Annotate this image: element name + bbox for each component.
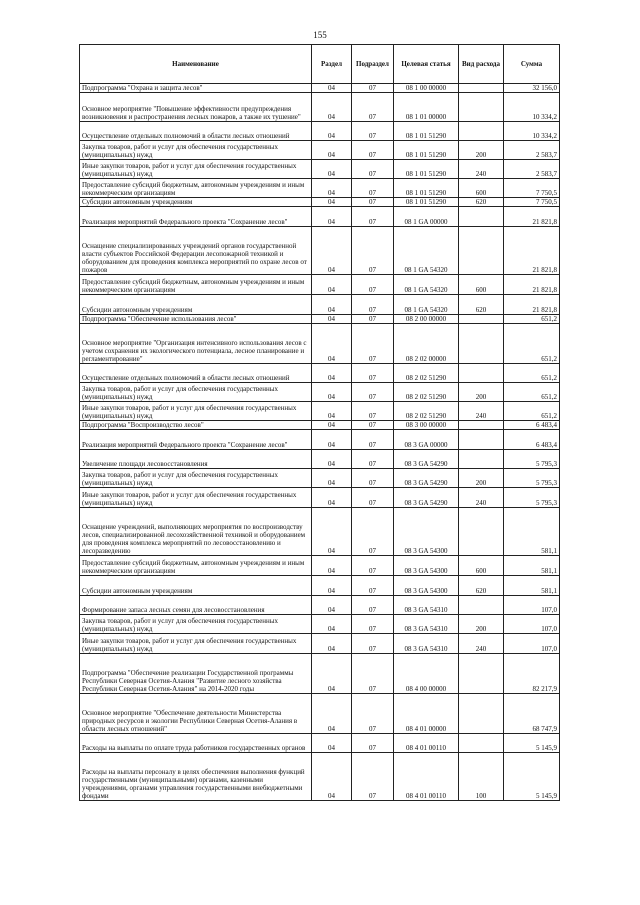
table-row [80,227,560,275]
table-row [80,84,560,93]
row-target-code: 08 1 00 00000 [394,84,459,93]
row-section: 04 [312,198,352,207]
row-target-code: 08 4 01 00110 [394,753,459,801]
row-name: Увеличение площади лесовосстановления [80,450,312,469]
row-sum: 651,2 [504,315,560,324]
header-section: Раздел [312,45,352,84]
row-expense-type [459,734,504,753]
row-expense-type [459,508,504,556]
row-sum: 6 483,4 [504,430,560,450]
header-target: Целевая статья [394,45,459,84]
row-target-code: 08 1 GA 54320 [394,227,459,275]
row-name: Закупка товаров, работ и услуг для обеспечения государственных (муниципальных) нужд [80,383,312,402]
row-name: Основное мероприятие "Организация интенсивного использования лесов с учетом сохранения их экологического потенциала, лесное планирование и регламентирование" [80,324,312,364]
row-sum: 651,2 [504,402,560,421]
row-target-code: 08 3 GA 54290 [394,488,459,508]
row-name: Оснащение учреждений, выполняющих мероприятия по воспроизводству лесов, специализированной лесохозяйственной техникой и оборудованием для проведения комплекса мероприятий по лесовосстановлению и лесоразведению [80,508,312,556]
row-target-code: 08 1 GA 54320 [394,275,459,295]
table-row [80,556,560,576]
table-row [80,402,560,421]
row-expense-type [459,694,504,734]
row-name: Закупка товаров, работ и услуг для обеспечения государственных (муниципальных) нужд [80,141,312,160]
table-row [80,324,560,364]
row-name: Формирование запаса лесных семян для лесовосстановления [80,596,312,615]
row-sum: 6 483,4 [504,421,560,430]
row-name: Осуществление отдельных полномочий в области лесных отношений [80,122,312,141]
row-target-code: 08 2 02 00000 [394,324,459,364]
row-expense-type: 200 [459,383,504,402]
row-section: 04 [312,402,352,421]
table-row [80,734,560,753]
row-target-code: 08 4 01 00110 [394,734,459,753]
row-expense-type [459,654,504,694]
row-expense-type [459,324,504,364]
row-name: Подпрограмма "Обеспечение реализации Государственной программы Республики Северная Осетия-Алания "Развитие лесного хозяйства Республики Северная Осетия-Алания" на 2014-2020 годы [80,654,312,694]
row-subsection: 07 [352,615,394,634]
row-section: 04 [312,179,352,198]
row-name: Субсидии автономным учреждениям [80,295,312,315]
row-section: 04 [312,227,352,275]
row-expense-type: 200 [459,615,504,634]
row-sum: 581,1 [504,556,560,576]
row-target-code: 08 1 01 51290 [394,141,459,160]
row-target-code: 08 3 GA 54300 [394,556,459,576]
row-expense-type: 240 [459,488,504,508]
row-section: 04 [312,275,352,295]
row-sum: 21 821,8 [504,227,560,275]
table-row [80,421,560,430]
row-expense-type [459,227,504,275]
table-row [80,694,560,734]
row-subsection: 07 [352,122,394,141]
table-row [80,315,560,324]
row-sum: 107,0 [504,596,560,615]
row-expense-type: 240 [459,402,504,421]
row-expense-type: 200 [459,141,504,160]
row-sum: 107,0 [504,615,560,634]
row-expense-type: 240 [459,634,504,654]
row-name: Осуществление отдельных полномочий в области лесных отношений [80,364,312,383]
table-row [80,488,560,508]
table-row [80,508,560,556]
row-section: 04 [312,93,352,122]
row-expense-type: 600 [459,556,504,576]
row-subsection: 07 [352,469,394,488]
table-row [80,207,560,227]
row-subsection: 07 [352,576,394,596]
row-sum: 7 750,5 [504,198,560,207]
row-sum: 2 583,7 [504,160,560,179]
table-row [80,93,560,122]
row-target-code: 08 3 GA 54310 [394,615,459,634]
row-subsection: 07 [352,315,394,324]
row-subsection: 07 [352,227,394,275]
row-name: Предоставление субсидий бюджетным, автономным учреждениям и иным некоммерческим организациям [80,556,312,576]
row-name: Расходы на выплаты по оплате труда работников государственных органов [80,734,312,753]
row-subsection: 07 [352,634,394,654]
row-subsection: 07 [352,93,394,122]
row-section: 04 [312,615,352,634]
row-target-code: 08 3 GA 54300 [394,508,459,556]
row-target-code: 08 3 00 00000 [394,421,459,430]
row-expense-type: 600 [459,179,504,198]
row-section: 04 [312,295,352,315]
row-name: Предоставление субсидий бюджетным, автономным учреждениям и иным некоммерческим организациям [80,275,312,295]
table-header-row [80,45,560,84]
row-section: 04 [312,84,352,93]
row-name: Субсидии автономным учреждениям [80,576,312,596]
row-subsection: 07 [352,694,394,734]
row-name: Иные закупки товаров, работ и услуг для обеспечения государственных (муниципальных) нужд [80,160,312,179]
row-subsection: 07 [352,556,394,576]
table-body [80,84,560,801]
row-subsection: 07 [352,596,394,615]
row-subsection: 07 [352,508,394,556]
row-name: Основное мероприятие "Повышение эффективности предупреждения возникновения и распространения лесных пожаров, а также их тушение" [80,93,312,122]
row-sum: 5 145,9 [504,753,560,801]
row-subsection: 07 [352,488,394,508]
row-section: 04 [312,315,352,324]
row-target-code: 08 1 01 00000 [394,93,459,122]
row-subsection: 07 [352,84,394,93]
row-sum: 5 795,3 [504,450,560,469]
row-target-code: 08 1 01 51290 [394,160,459,179]
row-expense-type: 620 [459,576,504,596]
row-section: 04 [312,364,352,383]
row-name: Подпрограмма "Воспроизводство лесов" [80,421,312,430]
row-expense-type: 620 [459,295,504,315]
row-subsection: 07 [352,753,394,801]
row-name: Иные закупки товаров, работ и услуг для обеспечения государственных (муниципальных) нужд [80,488,312,508]
row-section: 04 [312,207,352,227]
row-name: Оснащение специализированных учреждений органов государственной власти субъектов Российской Федерации лесопожарной техникой и оборудованием для проведения комплекса мероприятий по охране лесов от пожаров [80,227,312,275]
row-target-code: 08 1 GA 54320 [394,295,459,315]
header-name: Наименование [80,45,312,84]
row-expense-type: 240 [459,160,504,179]
row-section: 04 [312,430,352,450]
row-name: Закупка товаров, работ и услуг для обеспечения государственных (муниципальных) нужд [80,469,312,488]
row-sum: 21 821,8 [504,275,560,295]
row-subsection: 07 [352,430,394,450]
row-section: 04 [312,694,352,734]
row-section: 04 [312,634,352,654]
header-expense-type: Вид расхода [459,45,504,84]
row-name: Реализация мероприятий Федерального проекта "Сохранение лесов" [80,430,312,450]
row-subsection: 07 [352,383,394,402]
table-row [80,275,560,295]
table-row [80,198,560,207]
row-target-code: 08 4 00 00000 [394,654,459,694]
row-target-code: 08 1 01 51290 [394,179,459,198]
row-sum: 82 217,9 [504,654,560,694]
row-name: Расходы на выплаты персоналу в целях обеспечения выполнения функций государственными (муниципальными) органами, казенными учреждениями, органами управления государственными внебюджетными фондами [80,753,312,801]
row-name: Субсидии автономным учреждениям [80,198,312,207]
row-section: 04 [312,122,352,141]
table-row [80,141,560,160]
row-expense-type: 100 [459,753,504,801]
row-expense-type: 620 [459,198,504,207]
table-row [80,122,560,141]
header-subsection: Подраздел [352,45,394,84]
row-section: 04 [312,734,352,753]
table-row [80,615,560,634]
row-target-code: 08 2 00 00000 [394,315,459,324]
table-row [80,450,560,469]
row-section: 04 [312,556,352,576]
row-sum: 651,2 [504,383,560,402]
row-name: Реализация мероприятий Федерального проекта "Сохранение лесов" [80,207,312,227]
row-target-code: 08 3 GA 54290 [394,450,459,469]
row-sum: 10 334,2 [504,93,560,122]
row-expense-type [459,450,504,469]
row-section: 04 [312,383,352,402]
row-subsection: 07 [352,450,394,469]
table-row [80,596,560,615]
table-row [80,364,560,383]
row-expense-type [459,421,504,430]
row-subsection: 07 [352,421,394,430]
row-expense-type: 600 [459,275,504,295]
table-row [80,634,560,654]
row-expense-type [459,84,504,93]
row-sum: 2 583,7 [504,141,560,160]
row-expense-type [459,364,504,383]
table-row [80,654,560,694]
table-row [80,179,560,198]
row-name: Подпрограмма "Охрана и защита лесов" [80,84,312,93]
row-target-code: 08 3 GA 54310 [394,596,459,615]
row-subsection: 07 [352,160,394,179]
row-section: 04 [312,488,352,508]
row-subsection: 07 [352,734,394,753]
row-subsection: 07 [352,654,394,694]
table-row [80,295,560,315]
row-name: Закупка товаров, работ и услуг для обеспечения государственных (муниципальных) нужд [80,615,312,634]
row-sum: 581,1 [504,576,560,596]
row-target-code: 08 1 01 51290 [394,122,459,141]
row-section: 04 [312,421,352,430]
row-subsection: 07 [352,402,394,421]
row-sum: 651,2 [504,324,560,364]
row-subsection: 07 [352,198,394,207]
table-row [80,430,560,450]
row-sum: 5 795,3 [504,488,560,508]
table-row [80,383,560,402]
row-target-code: 08 4 01 00000 [394,694,459,734]
row-subsection: 07 [352,207,394,227]
row-name: Предоставление субсидий бюджетным, автономным учреждениям и иным некоммерческим организациям [80,179,312,198]
row-name: Основное мероприятие "Обеспечение деятельности Министерства природных ресурсов и экологии Республики Северная Осетия-Алания в области лесных отношений" [80,694,312,734]
row-section: 04 [312,596,352,615]
header-sum: Сумма [504,45,560,84]
row-subsection: 07 [352,275,394,295]
row-section: 04 [312,508,352,556]
row-sum: 581,1 [504,508,560,556]
row-name: Подпрограмма "Обеспечение использования лесов" [80,315,312,324]
row-target-code: 08 1 01 51290 [394,198,459,207]
row-sum: 21 821,8 [504,207,560,227]
row-target-code: 08 3 GA 54310 [394,634,459,654]
table-row [80,753,560,801]
table-row [80,576,560,596]
row-sum: 21 821,8 [504,295,560,315]
row-name: Иные закупки товаров, работ и услуг для обеспечения государственных (муниципальных) нужд [80,634,312,654]
row-target-code: 08 2 02 51290 [394,383,459,402]
row-name: Иные закупки товаров, работ и услуг для обеспечения государственных (муниципальных) нужд [80,402,312,421]
row-sum: 68 747,9 [504,694,560,734]
row-sum: 651,2 [504,364,560,383]
row-sum: 7 750,5 [504,179,560,198]
row-subsection: 07 [352,324,394,364]
row-target-code: 08 3 GA 54300 [394,576,459,596]
row-sum: 107,0 [504,634,560,654]
page-number: 155 [313,30,327,40]
row-target-code: 08 1 GA 00000 [394,207,459,227]
budget-table [79,44,560,801]
table-row [80,160,560,179]
row-subsection: 07 [352,295,394,315]
row-section: 04 [312,450,352,469]
row-target-code: 08 3 GA 54290 [394,469,459,488]
row-expense-type [459,207,504,227]
row-expense-type: 200 [459,469,504,488]
row-expense-type [459,93,504,122]
row-target-code: 08 2 02 51290 [394,364,459,383]
row-section: 04 [312,753,352,801]
row-expense-type [459,122,504,141]
row-sum: 10 334,2 [504,122,560,141]
row-expense-type [459,315,504,324]
row-expense-type [459,430,504,450]
row-section: 04 [312,654,352,694]
row-subsection: 07 [352,179,394,198]
row-target-code: 08 2 02 51290 [394,402,459,421]
row-sum: 5 795,3 [504,469,560,488]
row-sum: 32 156,0 [504,84,560,93]
row-section: 04 [312,469,352,488]
row-subsection: 07 [352,364,394,383]
row-target-code: 08 3 GA 00000 [394,430,459,450]
row-section: 04 [312,324,352,364]
table-row [80,469,560,488]
row-expense-type [459,596,504,615]
row-section: 04 [312,576,352,596]
row-sum: 5 145,9 [504,734,560,753]
row-section: 04 [312,141,352,160]
row-section: 04 [312,160,352,179]
row-subsection: 07 [352,141,394,160]
